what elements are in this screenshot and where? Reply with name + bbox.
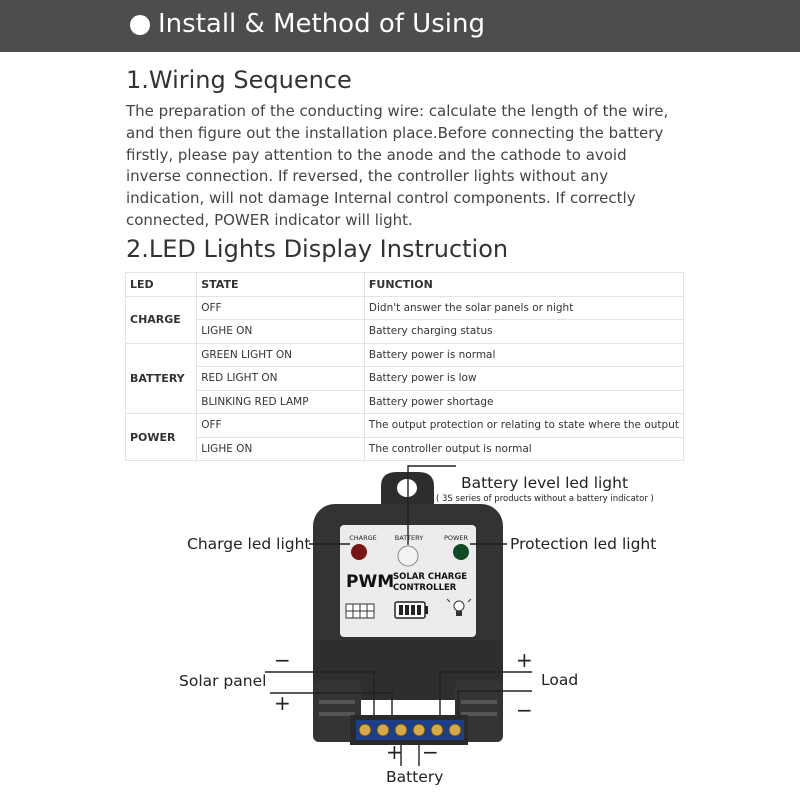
header-title: Install & Method of Using — [158, 9, 485, 39]
solar-panel-icon — [346, 604, 374, 618]
battery-level-label: Battery level led light — [461, 474, 629, 492]
load-label: Load — [541, 671, 579, 689]
battery-minus-symbol: − — [422, 740, 439, 764]
function-cell: Didn't answer the solar panels or night — [364, 296, 683, 320]
header-function: FUNCTION — [364, 273, 683, 297]
solar-minus-symbol: − — [274, 648, 291, 672]
device-product-line1: SOLAR CHARGE — [393, 572, 468, 582]
device-label-battery: BATTERY — [394, 534, 424, 542]
power-led-icon — [453, 544, 469, 560]
wiring-line: and then figure out the installation place.Before connecting the battery — [126, 123, 664, 142]
wiring-line: The preparation of the conducting wire: calculate the length of the wire, — [126, 102, 669, 120]
state-cell: RED LIGHT ON — [197, 367, 365, 391]
wiring-line: firstly, please pay attention to the anode and the cathode to avoid — [126, 145, 627, 164]
protection-led-label: Protection led light — [510, 535, 657, 553]
battery-level-note: ( 3S series of products without a battery indicator ) — [436, 494, 654, 504]
function-cell: Battery charging status — [364, 320, 683, 344]
battery-label: Battery — [386, 768, 444, 786]
battery-plus-symbol: + — [386, 740, 403, 764]
battery-led-icon — [398, 546, 418, 566]
solar-plus-symbol: + — [274, 691, 291, 715]
wiring-line: inverse connection. If reversed, the controller lights without any — [126, 167, 609, 186]
charge-led-label: Charge led light — [187, 535, 311, 553]
function-cell: Battery power shortage — [364, 390, 683, 414]
wiring-line: indication, will not damage Internal control components. If correctly — [126, 189, 636, 208]
device-product-line2: CONTROLLER — [393, 583, 457, 593]
led-group-battery: BATTERY — [126, 343, 197, 414]
state-cell: LIGHE ON — [197, 320, 365, 344]
function-cell: The controller output is normal — [364, 437, 683, 461]
header-state: STATE — [197, 273, 365, 297]
led-section-title: 2.LED Lights Display Instruction — [126, 235, 509, 263]
device-label-power: POWER — [443, 534, 469, 542]
state-cell: LIGHE ON — [197, 437, 365, 461]
load-plus-symbol: + — [516, 648, 533, 672]
led-group-power: POWER — [126, 414, 197, 461]
state-cell: OFF — [197, 296, 365, 320]
device-brand: PWM — [346, 572, 395, 592]
state-cell: BLINKING RED LAMP — [197, 390, 365, 414]
led-group-charge: CHARGE — [126, 296, 197, 343]
load-minus-symbol: − — [516, 698, 533, 722]
function-cell: Battery power is low — [364, 367, 683, 391]
solar-panel-label: Solar panel — [179, 672, 267, 690]
state-cell: OFF — [197, 414, 365, 438]
wiring-line: connected, POWER indicator will light. — [126, 210, 413, 229]
header-led: LED — [126, 273, 197, 297]
function-cell: Battery power is normal — [364, 343, 683, 367]
state-cell: GREEN LIGHT ON — [197, 343, 365, 367]
charge-led-icon — [351, 544, 367, 560]
device-label-charge: CHARGE — [349, 534, 377, 542]
function-cell: The output protection or relating to state where the output — [364, 414, 683, 438]
wiring-title: 1.Wiring Sequence — [126, 66, 352, 94]
battery-icon — [395, 602, 428, 618]
